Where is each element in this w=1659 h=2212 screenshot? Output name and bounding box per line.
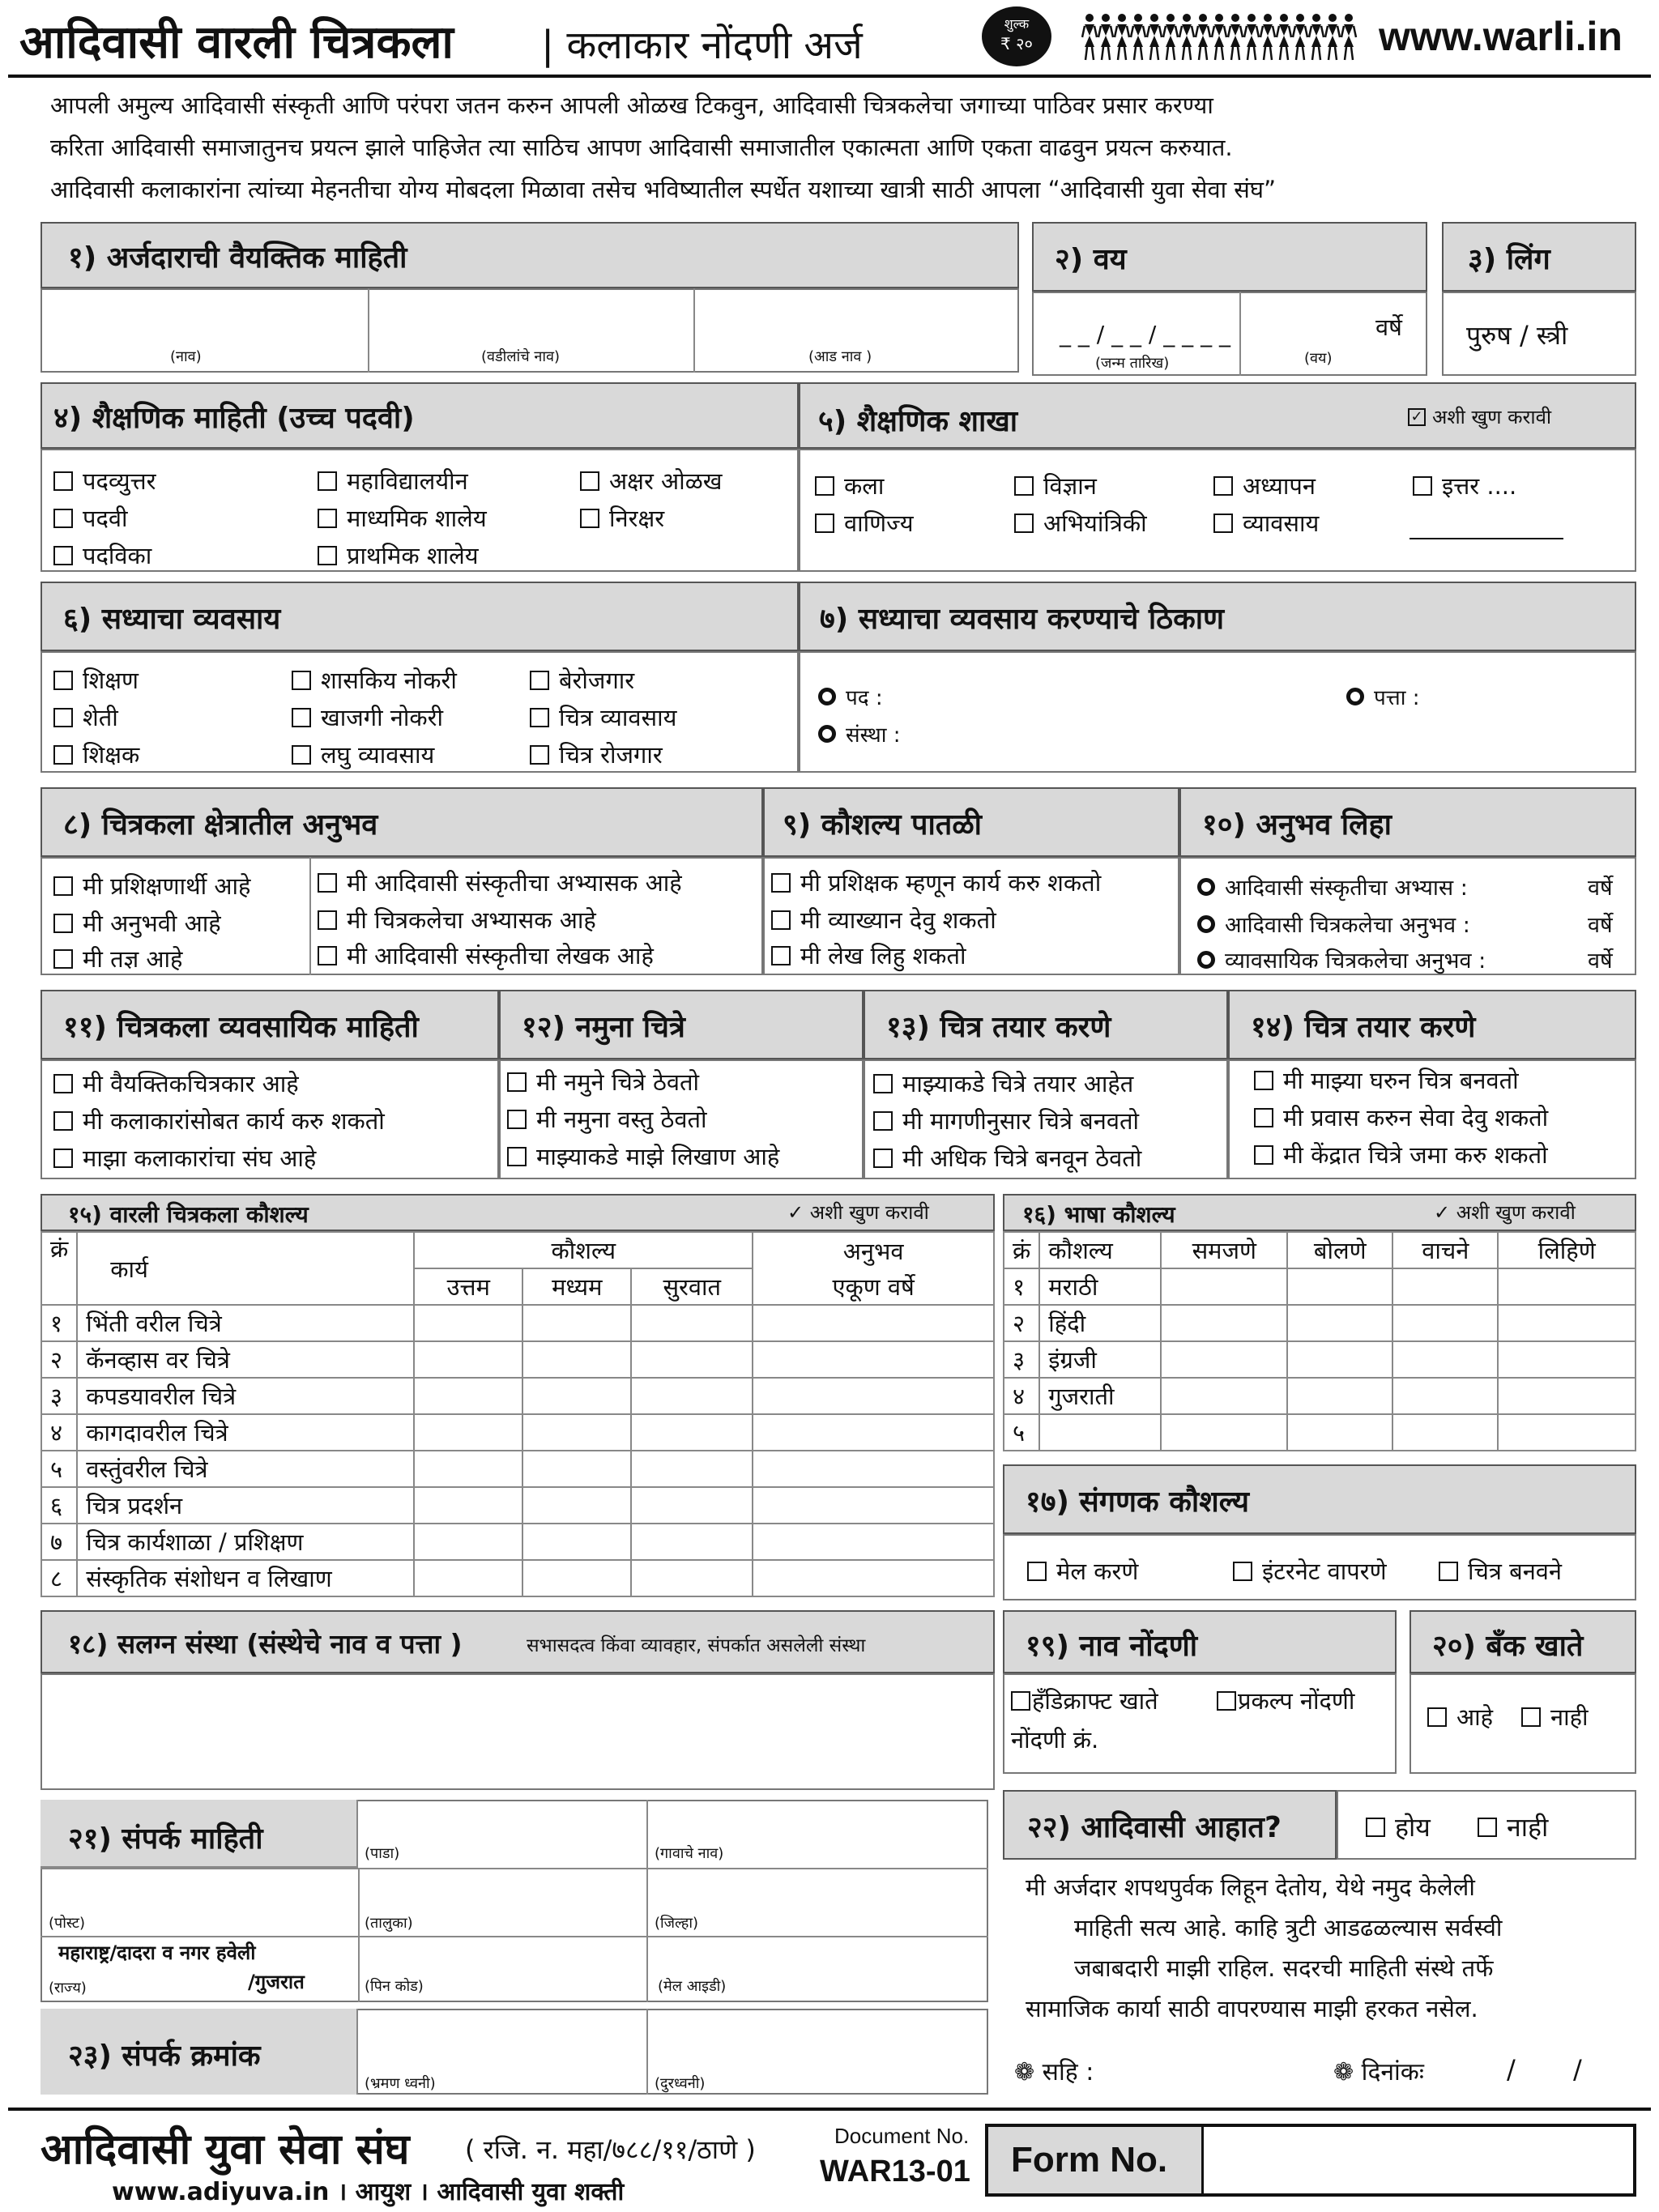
fee-label: शुल्क (1004, 16, 1030, 32)
exp-years-warli[interactable]: आदिवासी चित्रकलेचा अनुभव : (1197, 909, 1470, 939)
s16-title: १६) भाषा कौशल्य (1022, 1201, 1175, 1228)
col-no: क्रं (1004, 1232, 1039, 1268)
years-label-1: वर्षे (1588, 876, 1613, 901)
col-speak: बोलणे (1287, 1232, 1392, 1268)
exp-experienced[interactable]: मी अनुभवी आहे (53, 907, 221, 939)
workplace-organization[interactable]: संस्था : (818, 719, 901, 748)
exp-culture-writer[interactable]: मी आदिवासी संस्कृतीचा लेखक आहे (318, 940, 654, 971)
table-row: ३ कपडयावरील चित्रे (41, 1378, 994, 1414)
col-beginner: सुरवात (631, 1268, 753, 1305)
hamlet-caption: (पाडा) (365, 1845, 400, 1862)
edu-diploma[interactable]: पदविका (53, 539, 151, 571)
taluka-caption: (तालुका) (365, 1915, 413, 1932)
s21-title: २१) संपर्क माहिती (68, 1822, 263, 1856)
col-experience: अनुभव (753, 1232, 994, 1268)
col-write: लिहिणे (1498, 1232, 1636, 1268)
gender-options[interactable]: पुरुष / स्त्री (1466, 320, 1568, 351)
col-excellent: उत्तम (414, 1268, 522, 1305)
s14-title: १४) चित्र तयार करणे (1251, 1011, 1476, 1044)
warli-figure-icon (1098, 14, 1113, 60)
form-title: आदिवासी वारली चित्रकला (19, 15, 454, 69)
warli-figure-icon (1341, 14, 1356, 60)
branch-business[interactable]: व्यावसाय (1213, 507, 1319, 539)
warli-figure-icon (1325, 14, 1340, 60)
footer-registration: ( रजि. न. महा/७८८/११/ठाणे ) (465, 2134, 756, 2165)
dob-blank[interactable]: _ _ / _ _ / _ _ _ _ (1060, 321, 1230, 347)
s19-title: १९) नाव नोंदणी (1026, 1630, 1198, 1663)
workplace-post[interactable]: पद : (818, 682, 883, 711)
col-skill: कौशल्य (414, 1232, 753, 1268)
website[interactable]: www.warli.in (1379, 14, 1623, 59)
reg-handicraft[interactable]: हँडिक्राफ्ट खाते (1011, 1685, 1158, 1716)
col-no: क्रं (41, 1232, 77, 1305)
intro-line-2: करिता आदिवासी समाजातुनच प्रयत्न झाले पाहिजेत त्या साठिच आपण आदिवासी समाजातील एकात्मता आणि एकता वाढवुन प्रयत्न करुयात. (50, 134, 1233, 161)
declaration-line-1: मी अर्जदार शपथपुर्वक लिहून देतोय, येथे नमुद केलेली (1026, 1873, 1475, 1901)
fee-amount: ₹ २० (1000, 34, 1033, 53)
s10-title: १०) अनुभव लिहा (1202, 808, 1392, 842)
branch-other[interactable]: इत्तर .... (1413, 470, 1516, 501)
father-name-field[interactable] (376, 295, 684, 343)
warli-figure-icon (1293, 14, 1307, 60)
col-language: कौशल्य (1039, 1232, 1161, 1268)
table-row: ४ गुजराती (1004, 1378, 1636, 1414)
warli-figure-icon (1196, 14, 1210, 60)
warli-figure-icon (1082, 14, 1097, 60)
warli-figure-icon (1179, 14, 1194, 60)
edu-illiterate[interactable]: निरक्षर (580, 502, 664, 534)
father-name-caption: (वडीलांचे नाव) (481, 348, 561, 365)
s15-title: १५) वारली चित्रकला कौशल्य (68, 1201, 309, 1228)
intro-line-1: आपली अमुल्य आदिवासी संस्कृती आणि परंपरा जतन करुन आपली ओळख टिकवुन, आदिवासी चित्रकलेचा जगाच्या पाठिवर प्रसार करण्या (50, 92, 1213, 119)
warli-figure-icon (1244, 14, 1259, 60)
surname-field[interactable] (702, 295, 1009, 343)
branch-education[interactable]: अध्यापन (1213, 470, 1316, 501)
occ-unemployed[interactable]: बेरोजगार (530, 664, 634, 696)
col-read: वाचने (1392, 1232, 1498, 1268)
s13-title: १३) चित्र तयार करणे (886, 1011, 1111, 1044)
date-slashes: / / (1507, 2054, 1582, 2085)
occ-art-business[interactable]: चित्र व्यावसाय (530, 701, 676, 733)
occ-education[interactable]: शिक्षण (53, 664, 139, 696)
occ-govt-job[interactable]: शासकिय नोकरी (292, 664, 457, 696)
warli-figure-icon (1131, 14, 1145, 60)
exp-expert[interactable]: मी तज्ञ आहे (53, 943, 182, 974)
s17-title: १७) संगणक कौशल्य (1026, 1485, 1250, 1519)
sample-writings[interactable]: माझ्याकडे माझे लिखाण आहे (507, 1140, 779, 1172)
s18-note: सभासदत्व किंवा व्यावहार, संपर्कात असलेली संस्था (527, 1635, 866, 1656)
table-row: ६ चित्र प्रदर्शन (41, 1487, 994, 1524)
warli-figure-icon (1277, 14, 1291, 60)
branch-arts[interactable]: कला (815, 470, 884, 501)
date-label[interactable]: ❁ दिनांकः (1333, 2058, 1424, 2086)
name-caption: (नाव) (170, 348, 202, 365)
state-value-2: /गुजरात (248, 1971, 305, 1993)
document-no: WAR13-01 (820, 2154, 970, 2189)
s8-title: ८) चित्रकला क्षेत्रातील अनुभव (63, 808, 378, 842)
table-row: ५ (1004, 1414, 1636, 1451)
age-years-label: वर्षे (1375, 313, 1402, 341)
skill-writing[interactable]: मी लेख लिहु शकतो (771, 940, 966, 971)
s9-title: ९) कौशल्य पातळी (783, 808, 982, 842)
mobile-caption: (भ्रमण ध्वनी) (365, 2075, 436, 2092)
post-caption: (पोस्ट) (49, 1915, 86, 1932)
s20-title: २०) बँक खाते (1432, 1630, 1584, 1663)
district-caption: (जिल्हा) (655, 1915, 699, 1932)
checked-box-icon: ✓ (1408, 408, 1426, 426)
village-caption: (गावाचे नाव) (655, 1845, 724, 1862)
computer-drawing[interactable]: चित्र बनवने (1439, 1555, 1562, 1587)
footer-links[interactable]: www.adiyuva.in । आयुश । आदिवासी युवा शक्ती (112, 2178, 625, 2206)
age-caption: (वय) (1304, 350, 1333, 367)
edu-primary[interactable]: प्राथमिक शालेय (318, 539, 479, 571)
tribal-no[interactable]: नाही (1478, 1809, 1548, 1844)
document-no-label: Document No. (834, 2124, 970, 2148)
bank-no[interactable]: नाही (1521, 1701, 1589, 1733)
exp-years-professional[interactable]: व्यावसायिक चित्रकलेचा अनुभव : (1197, 944, 1486, 974)
s4-title: ४) शैक्षणिक माहिती (उच्च पदवी) (53, 402, 415, 435)
warli-figure-icon (1260, 14, 1275, 60)
reg-project[interactable]: प्रकल्प नोंदणी (1217, 1685, 1354, 1716)
exp-years-culture[interactable]: आदिवासी संस्कृतीचा अभ्यास : (1197, 872, 1468, 901)
s5-title: ५) शैक्षणिक शाखा (818, 405, 1018, 438)
col-understand: समजणे (1161, 1232, 1287, 1268)
occ-teacher[interactable]: शिक्षक (53, 739, 139, 770)
occ-art-employment[interactable]: चित्र रोजगार (530, 739, 663, 770)
prof-individual[interactable]: मी वैयक्तिकचित्रकार आहे (53, 1068, 299, 1099)
warli-figure-icon (1163, 14, 1178, 60)
s7-title: ७) सध्याचा व्यवसाय करण्याचे ठिकाण (820, 603, 1225, 636)
table-row: २ हिंदी (1004, 1305, 1636, 1341)
s12-title: १२) नमुना चित्रे (522, 1011, 685, 1044)
col-work: कार्य (77, 1232, 414, 1305)
s3-title: ३) लिंग (1468, 243, 1550, 276)
sample-objects[interactable]: मी नमुना वस्तु ठेवतो (507, 1103, 707, 1135)
surname-caption: (आड नाव ) (808, 348, 872, 365)
s23-title: २३) संपर्क क्रमांक (68, 2039, 261, 2073)
edu-graduate[interactable]: पदवी (53, 502, 128, 534)
s5-check-note: ✓ अशी खुण करावी (1408, 403, 1551, 430)
pincode-caption: (पिन कोड) (365, 1978, 424, 1995)
years-label-3: वर्षे (1588, 948, 1613, 974)
s15-check-note: ✓ अशी खुण करावी (787, 1201, 929, 1224)
name-field[interactable] (49, 295, 356, 343)
warli-figure-icon (1212, 14, 1226, 60)
declaration-line-3: जबाबदारी माझी राहिल. सदरची माहिती संस्थे तर्फे (1074, 1954, 1494, 1982)
phone-caption: (दुरध्वनी) (655, 2075, 706, 2092)
warli-figure-icon (1309, 14, 1324, 60)
language-skill-table (1003, 1231, 1636, 1451)
occ-farming[interactable]: शेती (53, 701, 118, 733)
state-value: महाराष्ट्र/दादरा व नगर हवेली (58, 1941, 256, 1964)
workplace-address[interactable]: पत्ता : (1346, 682, 1420, 711)
travel-service[interactable]: मी प्रवास करुन सेवा देवु शकतो (1254, 1102, 1548, 1133)
s2-title: २) वय (1055, 243, 1127, 276)
submit-at-center[interactable]: मी केंद्रात चित्रे जमा करु शकतो (1254, 1139, 1548, 1170)
declaration-line-2: माहिती सत्य आहे. काहि त्रुटी आडढळल्यास सर्वस्वी (1074, 1914, 1503, 1941)
tribal-yes[interactable]: होय (1366, 1809, 1431, 1844)
table-row: ७ चित्र कार्यशाळा / प्रशिक्षण (41, 1524, 994, 1560)
dob-caption: (जन्म तारिख) (1095, 355, 1170, 372)
table-row: २ कॅनव्हास वर चित्रे (41, 1341, 994, 1378)
paint-from-home[interactable]: मी माझ्या घरुन चित्र बनवतो (1254, 1064, 1519, 1096)
bank-yes[interactable]: आहे (1427, 1701, 1493, 1733)
table-row: १ भिंती वरील चित्रे (41, 1305, 994, 1341)
form-no-label: Form No. (1011, 2140, 1168, 2180)
exp-trainee[interactable]: मी प्रशिक्षणार्थी आहे (53, 870, 250, 901)
warli-figure-icon (1147, 14, 1162, 60)
branch-commerce[interactable]: वाणिज्य (815, 507, 914, 539)
form-no-box (985, 2124, 1636, 2197)
warli-skill-table (41, 1231, 995, 1597)
table-row: १ मराठी (1004, 1268, 1636, 1305)
warli-figures-decoration (1081, 11, 1365, 63)
occ-small-business[interactable]: लघु व्यावसाय (292, 739, 434, 770)
prof-team[interactable]: माझा कलाकारांचा संघ आहे (53, 1142, 316, 1174)
extra-paintings[interactable]: मी अधिक चित्रे बनवून ठेवतो (873, 1142, 1141, 1174)
s1-title: १) अर्जदाराची वैयक्तिक माहिती (68, 241, 407, 275)
fee-badge (982, 6, 1051, 66)
edu-postgraduate[interactable]: पदव्युत्तर (53, 465, 156, 497)
state-caption: (राज्य) (49, 1980, 87, 1997)
warli-figure-icon (1228, 14, 1243, 60)
s18-title: १८) सलग्न संस्था (संस्थेचे नाव व पत्ता ) (68, 1628, 463, 1660)
table-row: ४ कागदावरील चित्रे (41, 1414, 994, 1451)
s16-check-note: ✓ अशी खुण करावी (1434, 1201, 1576, 1224)
exp-art-scholar[interactable]: मी चित्रकलेचा अभ्यासक आहे (318, 904, 596, 936)
table-row: ८ संस्कृतिक संशोधन व लिखाण (41, 1560, 994, 1596)
edu-college[interactable]: महाविद्यालयीन (318, 465, 468, 497)
reg-number-label: नोंदणी क्रं. (1011, 1726, 1099, 1754)
s22-title: २२) आदिवासी आहात? (1027, 1811, 1282, 1844)
form-subtitle: | कलाकार नोंदणी अर्ज (541, 23, 863, 68)
declaration-line-4: सामाजिक कार्या साठी वापरण्यास माझी हरकत नसेल. (1026, 1995, 1478, 2022)
edu-secondary[interactable]: माध्यमिक शालेय (318, 502, 487, 534)
occ-private-job[interactable]: खाजगी नोकरी (292, 701, 443, 733)
edu-literate[interactable]: अक्षर ओळख (580, 465, 722, 497)
email-caption: (मेल आइडी) (658, 1978, 727, 1995)
signature-label[interactable]: ❁ सहि : (1014, 2058, 1094, 2086)
branch-engineering[interactable]: अभियांत्रिकी (1014, 507, 1147, 539)
s6-title: ६) सध्याचा व्यवसाय (63, 603, 281, 636)
computer-internet[interactable]: इंटरनेट वापरणे (1233, 1555, 1387, 1587)
warli-figure-icon (1115, 14, 1129, 60)
prof-collaborate[interactable]: मी कलाकारांसोबत कार्य करु शकतो (53, 1105, 385, 1136)
table-row: ५ वस्तुंवरील चित्रे (41, 1451, 994, 1487)
ready-paintings[interactable]: माझ्याकडे चित्रे तयार आहेत (873, 1068, 1133, 1099)
col-total-years: एकूण वर्षे (753, 1268, 994, 1305)
exp-culture-scholar[interactable]: मी आदिवासी संस्कृतीचा अभ्यासक आहे (318, 867, 682, 898)
s11-title: ११) चित्रकला व्यवसायिक माहिती (63, 1011, 419, 1044)
skill-lecture[interactable]: मी व्याख्यान देवु शकतो (771, 904, 996, 936)
computer-email[interactable]: मेल करणे (1027, 1555, 1138, 1587)
years-label-2: वर्षे (1588, 913, 1613, 938)
footer-org-name: आदिवासी युवा सेवा संघ (41, 2125, 410, 2174)
col-medium: मध्यम (522, 1268, 631, 1305)
skill-trainer[interactable]: मी प्रशिक्षक म्हणून कार्य करु शकतो (771, 867, 1101, 898)
table-row: ३ इंग्रजी (1004, 1341, 1636, 1378)
affiliated-org-field[interactable] (41, 1673, 995, 1790)
on-demand-paintings[interactable]: मी मागणीनुसार चित्रे बनवतो (873, 1105, 1139, 1136)
branch-science[interactable]: विज्ञान (1014, 470, 1097, 501)
sample-paintings[interactable]: मी नमुने चित्रे ठेवतो (507, 1066, 699, 1097)
intro-line-3: आदिवासी कलाकारांना त्यांच्या मेहनतीचा योग्य मोबदला मिळावा तसेच भविष्यातील स्पर्धेत यशाच्या खात्री साठी आपला “आदिवासी युवा सेवा संघ” (50, 176, 1277, 203)
